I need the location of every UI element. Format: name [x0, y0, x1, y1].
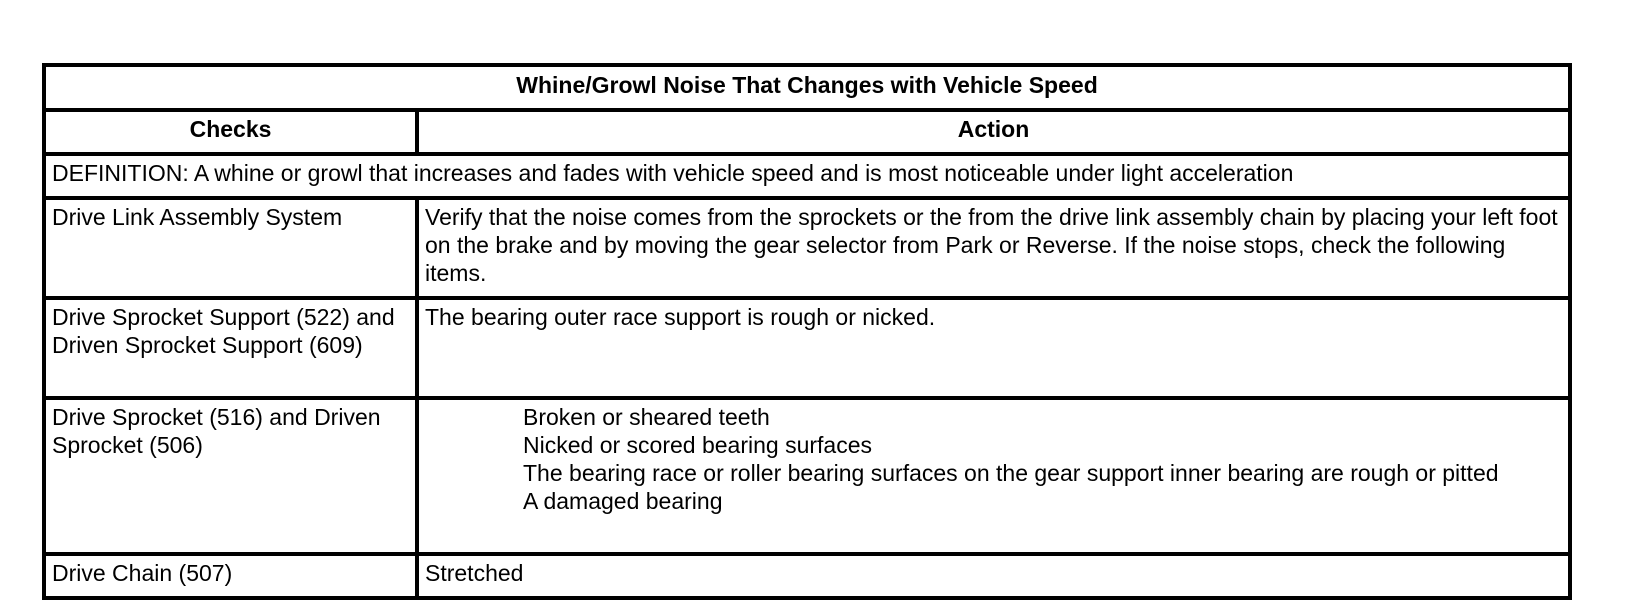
check-cell: Drive Sprocket Support (522) and Driven Sprocket Support (609)	[44, 298, 417, 398]
column-header-action: Action	[417, 110, 1570, 154]
table-row	[44, 198, 1570, 298]
table-header-row	[44, 110, 1570, 154]
list-item: Broken or sheared teeth	[523, 404, 770, 430]
action-cell	[417, 398, 1570, 554]
table-row	[44, 398, 1570, 554]
list-item: Nicked or scored bearing surfaces	[523, 432, 872, 458]
definition-text: DEFINITION: A whine or growl that increases and fades with vehicle speed and is most noticeable under light acceleration	[44, 154, 1570, 198]
table-title: Whine/Growl Noise That Changes with Vehicle Speed	[44, 65, 1570, 110]
table-row	[44, 554, 1570, 598]
check-cell: Drive Chain (507)	[44, 554, 417, 598]
list-item: The bearing race or roller bearing surfaces on the gear support inner bearing are rough or pitted	[523, 460, 1499, 486]
list-item: A damaged bearing	[523, 488, 723, 514]
check-cell: Drive Sprocket (516) and Driven Sprocket (506)	[44, 398, 417, 554]
column-header-checks: Checks	[44, 110, 417, 154]
table-row	[44, 298, 1570, 398]
action-cell: Stretched	[417, 554, 1570, 598]
action-item-list	[425, 403, 1562, 515]
check-cell: Drive Link Assembly System	[44, 198, 417, 298]
action-cell: The bearing outer race support is rough or nicked.	[417, 298, 1570, 398]
definition-row	[44, 154, 1570, 198]
table-title-row	[44, 65, 1570, 110]
action-cell: Verify that the noise comes from the sprockets or the from the drive link assembly chain by placing your left foot on the brake and by moving the gear selector from Park or Reverse. If the noise stops, check the following items.	[417, 198, 1570, 298]
diagnostic-table	[42, 63, 1572, 600]
